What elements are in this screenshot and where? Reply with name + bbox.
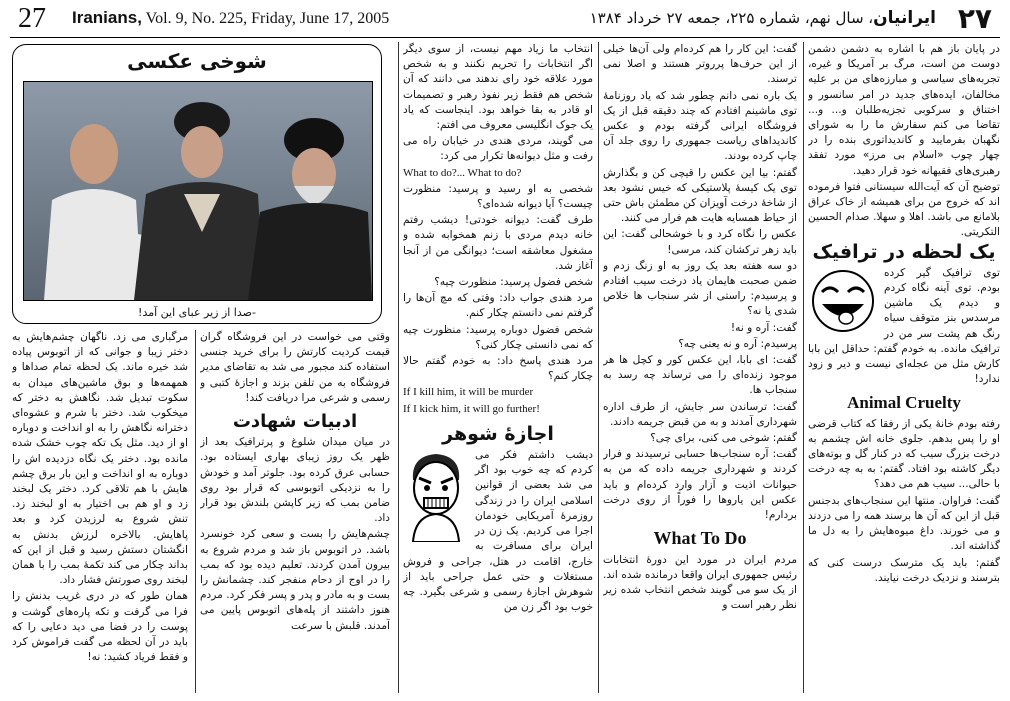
col2-paragraph: پرسیدم: آره و نه یعنی چه؟ [678, 337, 797, 350]
col4-paragraph: چشم‌هایش را بست و سعی کرد خونسرد باشد. در اتوبوس باز شد و مردم شروع به بیرون آمدن کردند. تعلیم دیده بود که بمب را در اوج از دحام منفجر کند. چشمانش را بست و به مادر و پدر و پسر فکر کرد. مردم هنوز داشتند از پله‌های اتوبوس پایین می آمدند. قلبش با سرعت [200, 528, 390, 632]
column-2 [603, 42, 797, 693]
column-divider [398, 42, 399, 693]
page-header [10, 2, 1000, 36]
col3-paragraph: مرد هندی پاسخ داد: به خودم گفتم حالا چکار کنم؟ [403, 355, 593, 383]
photo-caption: -صدا از زیر عبای این آمد! [138, 306, 256, 319]
column-4 [200, 330, 390, 693]
brand-english: Iranians, [72, 8, 142, 27]
col4-paragraph: در میان میدان شلوغ و پرترافیک بعد از ظهر یک روز زیبای بهاری ایستاده بود. حسابی عرق کرده بود. جلوتر آمد و خودش را به نزدیکی اتوبوسی که قرار بود روی ضامن بمب که زیر کاپشن بلندش بود قرار داد. [200, 436, 390, 525]
column-3 [403, 42, 593, 693]
col3-paragraph: شخص فضول دوباره پرسید: منظورت چیه که نمی دانستی چکار کنی؟ [403, 323, 593, 351]
col2-paragraph: گفت: آره و نه! [730, 321, 797, 334]
col2-paragraph: یک باره نمی دانم چطور شد که یاد روزنامهٔ توی ماشینم افتادم که چند دقیقه قبل از یک فروشگاه ایرانی گرفته بودم و عکس کاندیداهای ریاست جمهوری را روی جلد آن چاپ کرده بودند. [603, 89, 797, 163]
col3-paragraph: دیشب داشتم فکر می کردم که چه خوب بود اگر می شد بعضی از قوانین اسلامی ایران را در زندگی روزمرهٔ آمریکایی خودمان اجرا می کردیم. یک زن در ایران برای مسافرت به خارج، اقامت در هتل، جراحی و فروش مستغلات و حتی عمل جراحی باید از شوهرش اجازهٔ رسمی و شرعی بگیرد. چه خوب بود اگر زن من [403, 449, 593, 614]
col5-paragraph: مرگباری می زد. ناگهان چشم‌هایش به دختر زیبا و جوانی که از اتوبوس پیاده شد خیره ماند. یک لحظه تمام صداها و همهمه‌ها و بوق ماشین‌های میدان به سکوت تبدیل شد. نگاهش به دختر که میخکوب شد. دختر با شرم و عشوه‌ای دخترانه نگاهش را به او انداخت و دوباره او از دید. مثل یک تکه چوب خشک شده مانده بود. دختر یک نگاه دزدیده اش را دوباره به او انداخت و این بار برق چشم هایش با هم تلاقی کرد. دختر یک لبخند زد و او هم بی اختیار به او لبخند زد. تنش شروع به لرزیدن کرد و بعد پاهایش. بالاخره لرزش بدنش به انگشتان دستش رسید و قبل از این که بداند چکار می کند تکمهٔ بمب را با همان لبخند روی صورتش فشار داد. [12, 331, 188, 587]
column-divider [803, 42, 804, 693]
col3-paragraph: مرد هندی جواب داد: وقتی که مچ آن‌ها را گرفتم نمی دانستم چکار کنم. [403, 292, 593, 320]
col3-english-line: What to do?... What to do? [403, 166, 522, 179]
header-persian [590, 8, 936, 28]
traffic-heading: یک لحظه در ترافیک [812, 240, 996, 263]
column-1 [808, 42, 1000, 693]
col5-paragraph: همان طور که در دری غریب بدنش را فرا می گرفت و تکه پاره‌های گوشت و پوست را در فضا می دید دعایی را که باید در آن لحظه می گفت فراموش کرد و فقط فریاد کشید: نه! [12, 590, 188, 664]
col3-paragraph: طرف گفت: دیوانه خودتی! دیشب رفتم خانه دیدم مردی با زنم همخوابه شده و مشغول معاشقه است؛ دیوانگی من از آنجا آغاز شد. [403, 214, 593, 272]
what-to-do-heading: What To Do [653, 528, 747, 549]
martyrdom-literature-heading: ادبیات شهادت [232, 411, 358, 433]
column-5 [12, 330, 188, 693]
clerics-photo-image [24, 82, 372, 300]
col3-paragraph: می گویند، مردی هندی در خیابان راه می رفت و مثل دیوانه‌ها تکرار می کرد: [403, 135, 593, 163]
col3-paragraph: انتخاب ما زیاد مهم نیست، از سوی دیگر اگر انتخابات را تحریم نکنند و به شخص مورد علاقه خود رای ندهند می دانند که آن شخص هم فقط زیر نفوذ رهبر و تصمیمات او قادر به بقا خواهد بود. اینجاست که یاد یک جوک انگلیسی معروف می افتم: [403, 43, 593, 132]
photo [23, 81, 373, 301]
issue-persian: ، سال نهم، شماره ۲۲۵، جمعه ۲۷ خرداد ۱۳۸۴ [589, 9, 874, 27]
col2-paragraph: گفت: آره سنجاب‌ها حسابی ترسیدند و فرار کردند و شهرداری جریمه داده که من به حیوانات اذیت و آزار وارد کرده‌ام و باید عکس این یاروها را فوراً از روی درخت بردارم! [603, 448, 797, 522]
photo-feature-box [12, 44, 382, 324]
col1-paragraph: رفته بودم خانهٔ یکی از رفقا که کتاب قرضی او را پس بدهم. جلوی خانه اش چشمم به درخت بزرگ سیب که در کنار گل و بوته‌های دیگر کاشته بود افتاد. گفتم: به به چه درخت با حالی... سیب هم می دهد؟ [808, 417, 1000, 491]
col3-english-line: If I kill him, it will be murder [403, 386, 534, 399]
col2-paragraph: گفتم: بیا این عکس را قیچی کن و بگذارش توی یک کیسهٔ پلاستیکی که خیس نشود بعد از شاخهٔ درخت آویزان کن مطمئن باش حتی از حیاط همسایه هایت هم فرار می کنند. [603, 166, 797, 225]
col2-paragraph: مردم ایران در مورد این دورهٔ انتخابات رئیس جمهوری ایران واقعا درمانده شده اند. از یک سو می گویند شخص انتخاب شده زیر نظر رهبر است و [603, 553, 797, 612]
col2-paragraph: گفت: ترساندن سر جایش، از طرف اداره شهرداری آمدند و به من قبض جریمه دادند. [603, 400, 797, 428]
photo-feature-title: شوخی عکسی [127, 49, 267, 73]
col4-paragraph: وقتی می خواست در این فروشگاه گران قیمت کردیت کارتش را برای خرید جنسی استفاده کند مجبور می شد به تقاضای مدیر فروشگاه به من تلفن بزند و اجازهٔ کتبی و رسمی و شرعی مرا دریافت کند! [200, 331, 390, 404]
header-english [72, 8, 389, 28]
page-number-left: 27 [18, 3, 46, 34]
col1-paragraph: توی ترافیک گیر کرده بودم. توی آینه نگاه کردم و دیدم یک ماشین مرسدس بنز متوقف سیاه رنگ هم پشت سر من در ترافیک مانده. به خودم گفتم: حداقل این بابا کارش مثل من عجله‌ای نیست و دیر و زود ندارد! [808, 266, 1000, 386]
page-number-right: ۲۷ [957, 2, 992, 35]
col2-paragraph: دو سه هفته بعد یک روز به او زنگ زدم و ضمن صحبت هایمان یاد درخت سیب افتادم و پرسیدم: راستی از شر سنجاب ها خلاص شدی یا نه؟ [603, 259, 797, 318]
husband-permission-heading: اجازهٔ شوهر [442, 422, 554, 445]
brand-persian: ایرانیان [873, 8, 936, 28]
col1-paragraph: توضیح آن که آیت‌الله سیستانی فتوا فرموده اند که خروج من برای همیشه از خاک عراق بلامانع می باشد. اهلا و سهلا. صدام الحسین التکریتی. [808, 180, 1000, 239]
column-divider [195, 330, 196, 693]
col1-paragraph: گفت: فراوان. منتها این سنجاب‌های بدجنس قبل از این که آن ها برسند همه را می دزدند و می خورند. داغ میوه‌هایش را به دل ما گذاشته اند. [808, 494, 1000, 553]
laughing-face-icon [808, 268, 878, 334]
col3-english-line: If I kick him, it will go further! [403, 402, 540, 415]
col3-paragraph: شخص فضول پرسید: منظورت چیه؟ [434, 276, 593, 289]
angry-man-icon [403, 450, 469, 542]
col1-paragraph: گفتم: باید یک مترسک درست کنی که بترسند و نزدیک درخت نیایند. [808, 556, 1000, 584]
animal-cruelty-heading: Animal Cruelty [847, 393, 961, 413]
col1-paragraph: در پایان باز هم با اشاره به دشمن دشمن دوست من است، مرگ بر آمریکا و غیره، تجربه‌های سیاسی و مبارزه‌های من بر علیه مخالفان، ایده‌های جدید در امر سانسور و اختناق و سرکوبی تجزیه‌طلبان و... و... تقاضا می کنم سفارش ما را به شورای نگهبان بفرمایید و کاندیداتوری بنده را در چهار چوب «اسلام بی مرز» مورد تفقد رهبری‌های فقیهانه خود قرار دهید. [808, 43, 1000, 177]
issue-english: Vol. 9, No. 225, Friday, June 17, 2005 [141, 10, 390, 27]
column-divider [598, 42, 599, 693]
col2-paragraph: گفت: ای بابا، این عکس کور و کچل ها هر موجود زنده‌ای را می ترساند چه رسد به سنجاب ها. [603, 354, 797, 397]
header-rule [10, 37, 1000, 38]
col3-paragraph: شخصی به او رسید و پرسید: منظورت چیست؟ آیا دیوانه شده‌ای؟ [403, 182, 593, 211]
col2-paragraph: گفت: این کار را هم کرده‌ام ولی آن‌ها خیلی از این حرف‌ها پرروتر هستند و اصلا نمی ترسند. [603, 43, 797, 86]
col2-paragraph: گفتم: شوخی می کنی، برای چی؟ [650, 432, 797, 445]
col2-paragraph: عکس را نگاه کرد و با خوشحالی گفت: این باید زهر ترکشان کند، مرسی! [603, 228, 797, 256]
